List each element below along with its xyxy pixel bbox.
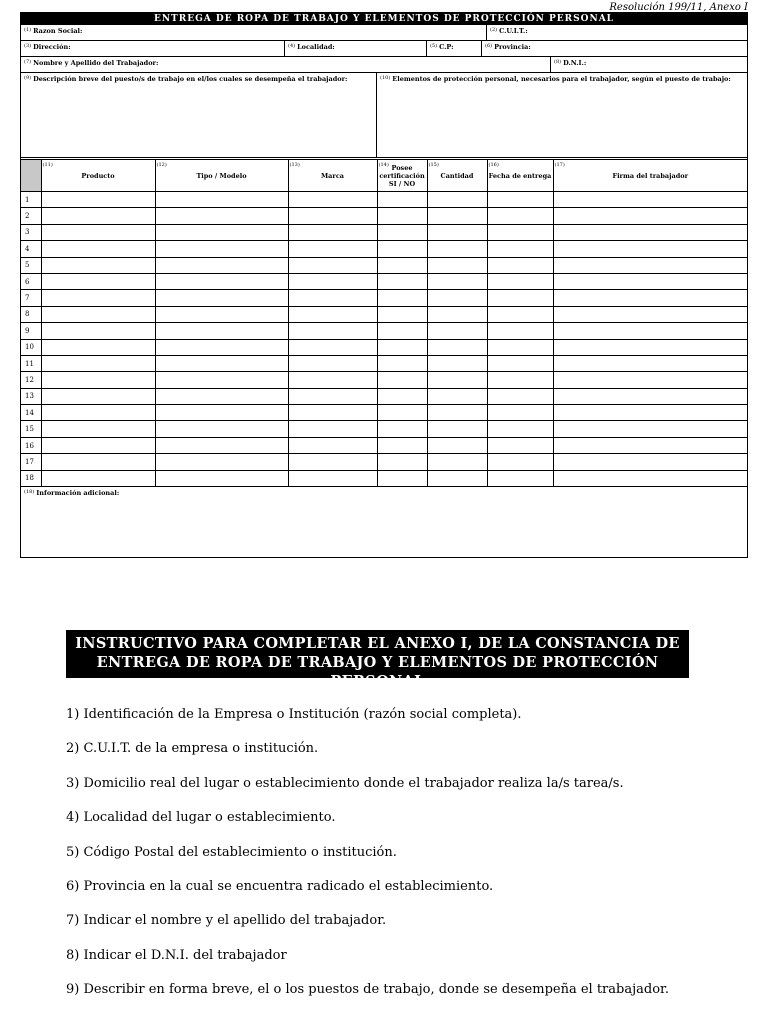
table-cell[interactable] [377,437,427,453]
table-cell[interactable] [288,306,377,322]
table-cell[interactable] [377,290,427,306]
field-label: Elementos de protección personal, necesarios para el trabajador, según el puesto de trabajo: [392,75,731,83]
form-title: ENTREGA DE ROPA DE TRABAJO Y ELEMENTOS DE PROTECCIÓN PERSONAL [21,13,747,25]
table-row [21,257,747,273]
elementos-field[interactable] [377,73,747,157]
table-row [21,421,747,437]
table-cell[interactable] [155,405,288,421]
table-cell[interactable] [377,224,427,240]
row-number: 7 [21,290,41,306]
table-cell[interactable] [377,273,427,289]
row-number: 5 [21,257,41,273]
instruction-item: 5) Código Postal del establecimiento o institución. [66,844,397,860]
table-cell[interactable] [155,224,288,240]
table-cell[interactable] [553,470,747,486]
instruction-item: 6) Provincia en la cual se encuentra radicado el establecimiento. [66,878,494,894]
table-row [21,405,747,421]
field-label: C.P: [439,43,454,51]
table-cell[interactable] [427,470,487,486]
field-number: (5) [430,43,438,49]
table-row [21,306,747,322]
informacion-adicional-field[interactable] [21,487,747,557]
field-label: Dirección: [33,43,71,51]
table-cell[interactable] [427,290,487,306]
table-cell[interactable] [288,405,377,421]
instruction-item: 9) Describir en forma breve, el o los puestos de trabajo, donde se desempeña el trabajador. [66,982,669,998]
table-cell[interactable] [155,339,288,355]
field-number: (9) [24,75,32,81]
table-cell[interactable] [155,241,288,257]
table-row [21,372,747,388]
instructions-title-line1: INSTRUCTIVO PARA COMPLETAR EL ANEXO I, DE LA CONSTANCIA DE [75,635,680,652]
instruction-item: 2) C.U.I.T. de la empresa o institución. [66,741,319,757]
table-cell[interactable] [288,470,377,486]
table-row [21,241,747,257]
table-cell[interactable] [553,273,747,289]
field-number: (3) [24,43,32,49]
table-cell[interactable] [487,355,553,371]
descripcion-field[interactable] [21,73,377,157]
column-header-fecha-entrega: (16) Fecha de entrega [487,160,553,192]
table-cell[interactable] [377,192,427,208]
row-number: 17 [21,454,41,470]
table-cell[interactable] [377,454,427,470]
table-cell[interactable] [377,388,427,404]
description-row [21,73,747,160]
table-cell[interactable] [288,192,377,208]
column-header-certificacion: (14) Posee certificación SI / NO [377,160,427,192]
table-cell[interactable] [487,470,553,486]
address-row [21,41,747,57]
instruction-item: 7) Indicar el nombre y el apellido del trabajador. [66,913,387,929]
row-number: 4 [21,241,41,257]
table-row [21,290,747,306]
field-label: Razon Social: [33,27,83,35]
table-cell[interactable] [41,290,155,306]
delivery-form [20,12,748,558]
row-number: 11 [21,355,41,371]
table-cell[interactable] [155,208,288,224]
table-cell[interactable] [487,257,553,273]
table-cell[interactable] [41,339,155,355]
column-header-firma: (17) Firma del trabajador [553,160,747,192]
table-row [21,323,747,339]
table-cell[interactable] [41,355,155,371]
table-cell[interactable] [155,257,288,273]
table-cell[interactable] [41,388,155,404]
table-cell[interactable] [377,339,427,355]
field-number: (2) [490,27,498,33]
field-label: Nombre y Apellido del Trabajador: [33,59,159,67]
table-cell[interactable] [377,241,427,257]
nombre-field[interactable] [21,57,551,72]
cuit-field[interactable] [487,25,747,40]
table-cell[interactable] [487,388,553,404]
table-cell[interactable] [155,470,288,486]
table-cell[interactable] [487,224,553,240]
field-label: Localidad: [297,43,335,51]
table-cell[interactable] [427,454,487,470]
table-cell[interactable] [553,421,747,437]
table-cell[interactable] [427,192,487,208]
table-cell[interactable] [553,323,747,339]
table-cell[interactable] [427,405,487,421]
table-cell[interactable] [288,224,377,240]
table-cell[interactable] [553,306,747,322]
table-cell[interactable] [427,355,487,371]
table-row [21,355,747,371]
table-cell[interactable] [553,405,747,421]
column-header-tipo-modelo: (12) Tipo / Modelo [155,160,288,192]
table-row [21,470,747,486]
column-header-marca: (13) Marca [288,160,377,192]
table-cell[interactable] [41,208,155,224]
table-cell[interactable] [427,388,487,404]
table-cell[interactable] [155,192,288,208]
table-cell[interactable] [377,323,427,339]
row-number: 14 [21,405,41,421]
table-cell[interactable] [288,323,377,339]
instructions-title-line2: ENTREGA DE ROPA DE TRABAJO Y ELEMENTOS DE PROTECCIÓN PERSONAL [96,654,659,690]
row-number: 16 [21,437,41,453]
table-header-row [21,160,747,192]
table-cell[interactable] [377,372,427,388]
table-cell[interactable] [487,339,553,355]
field-number: (6) [485,43,493,49]
table-cell[interactable] [487,241,553,257]
table-cell[interactable] [155,421,288,437]
row-number: 10 [21,339,41,355]
table-cell[interactable] [487,323,553,339]
row-number: 18 [21,470,41,486]
table-row [21,208,747,224]
row-number: 9 [21,323,41,339]
table-cell[interactable] [288,273,377,289]
table-cell[interactable] [427,273,487,289]
table-row [21,273,747,289]
table-cell[interactable] [155,355,288,371]
table-cell[interactable] [288,437,377,453]
table-cell[interactable] [288,388,377,404]
table-cell[interactable] [377,306,427,322]
field-label: Descripción breve del puesto/s de trabajo en el/los cuales se desempeña el trabajador: [33,75,348,83]
row-number: 13 [21,388,41,404]
table-cell[interactable] [41,224,155,240]
table-cell[interactable] [427,208,487,224]
row-number: 12 [21,372,41,388]
table-cell[interactable] [427,241,487,257]
table-cell[interactable] [487,405,553,421]
table-cell[interactable] [487,208,553,224]
table-cell[interactable] [487,306,553,322]
field-number: (8) [554,59,562,65]
instruction-item: 4) Localidad del lugar o establecimiento. [66,810,336,826]
table-cell[interactable] [377,355,427,371]
table-cell[interactable] [288,355,377,371]
table-cell[interactable] [427,306,487,322]
table-cell[interactable] [288,290,377,306]
instructions-title [66,630,689,690]
column-header-producto: (11) Producto [41,160,155,192]
table-cell[interactable] [487,372,553,388]
row-number: 8 [21,306,41,322]
table-cell[interactable] [553,208,747,224]
field-number: (18) [24,489,35,496]
table-cell[interactable] [553,388,747,404]
column-header-cantidad: (15) Cantidad [427,160,487,192]
cp-field[interactable] [427,41,482,56]
table-cell[interactable] [288,208,377,224]
table-cell[interactable] [155,388,288,404]
table-cell[interactable] [377,208,427,224]
table-cell[interactable] [41,405,155,421]
corner-cell [21,160,41,192]
table-cell[interactable] [553,257,747,273]
table-cell[interactable] [553,355,747,371]
table-row [21,192,747,208]
direccion-field[interactable] [21,41,285,56]
table-cell[interactable] [553,224,747,240]
table-cell[interactable] [377,405,427,421]
table-cell[interactable] [427,372,487,388]
table-cell[interactable] [288,257,377,273]
table-cell[interactable] [155,306,288,322]
table-cell[interactable] [288,454,377,470]
table-row [21,437,747,453]
table-cell[interactable] [41,257,155,273]
table-cell[interactable] [487,454,553,470]
table-cell[interactable] [41,192,155,208]
razon-social-field[interactable] [21,25,487,40]
table-cell[interactable] [155,323,288,339]
delivery-table [21,160,747,487]
row-number: 15 [21,421,41,437]
table-cell[interactable] [553,290,747,306]
table-cell[interactable] [41,323,155,339]
table-cell[interactable] [427,339,487,355]
worker-row [21,57,747,73]
table-cell[interactable] [155,273,288,289]
table-row [21,454,747,470]
provincia-field[interactable] [482,41,747,56]
table-row [21,224,747,240]
row-number: 6 [21,273,41,289]
table-row [21,339,747,355]
table-cell[interactable] [288,372,377,388]
table-cell[interactable] [41,437,155,453]
table-cell[interactable] [377,421,427,437]
table-cell[interactable] [427,421,487,437]
row-number: 1 [21,192,41,208]
field-number: (4) [288,43,296,49]
table-cell[interactable] [487,290,553,306]
row-number: 3 [21,224,41,240]
table-cell[interactable] [427,224,487,240]
field-label: Información adicional: [36,489,120,498]
table-row [21,388,747,404]
table-cell[interactable] [377,470,427,486]
table-cell[interactable] [553,372,747,388]
table-cell[interactable] [487,273,553,289]
table-cell[interactable] [427,437,487,453]
field-number: (10) [380,75,391,81]
table-cell[interactable] [41,470,155,486]
table-cell[interactable] [155,290,288,306]
table-cell[interactable] [155,372,288,388]
table-cell[interactable] [377,257,427,273]
instruction-item: 3) Domicilio real del lugar o establecimiento donde el trabajador realiza la/s tarea/s. [66,775,624,791]
table-cell[interactable] [288,339,377,355]
table-cell[interactable] [155,454,288,470]
table-cell[interactable] [41,421,155,437]
table-cell[interactable] [553,241,747,257]
table-cell[interactable] [553,192,747,208]
table-cell[interactable] [41,454,155,470]
table-cell[interactable] [553,339,747,355]
instructions-list [66,700,669,1010]
instruction-item: 1) Identificación de la Empresa o Institución (razón social completa). [66,707,522,722]
table-cell[interactable] [41,241,155,257]
field-number: (7) [24,59,32,65]
table-cell[interactable] [487,421,553,437]
table-cell[interactable] [427,323,487,339]
table-cell[interactable] [427,257,487,273]
table-cell[interactable] [41,372,155,388]
resolution-reference: Resolución 199/11, Anexo I [609,2,748,13]
table-cell[interactable] [487,192,553,208]
instruction-item: 8) Indicar el D.N.I. del trabajador [66,947,287,963]
field-label: D.N.I.: [563,59,587,67]
company-row [21,25,747,41]
table-cell[interactable] [288,241,377,257]
table-cell[interactable] [288,421,377,437]
row-number: 2 [21,208,41,224]
field-label: Provincia: [494,43,531,51]
field-number: (1) [24,27,32,33]
dni-field[interactable] [551,57,747,72]
field-label: C.U.I.T.: [499,27,528,35]
table-cell[interactable] [487,437,553,453]
table-cell[interactable] [41,306,155,322]
localidad-field[interactable] [285,41,427,56]
table-cell[interactable] [553,454,747,470]
table-cell[interactable] [553,437,747,453]
table-cell[interactable] [155,437,288,453]
table-cell[interactable] [41,273,155,289]
